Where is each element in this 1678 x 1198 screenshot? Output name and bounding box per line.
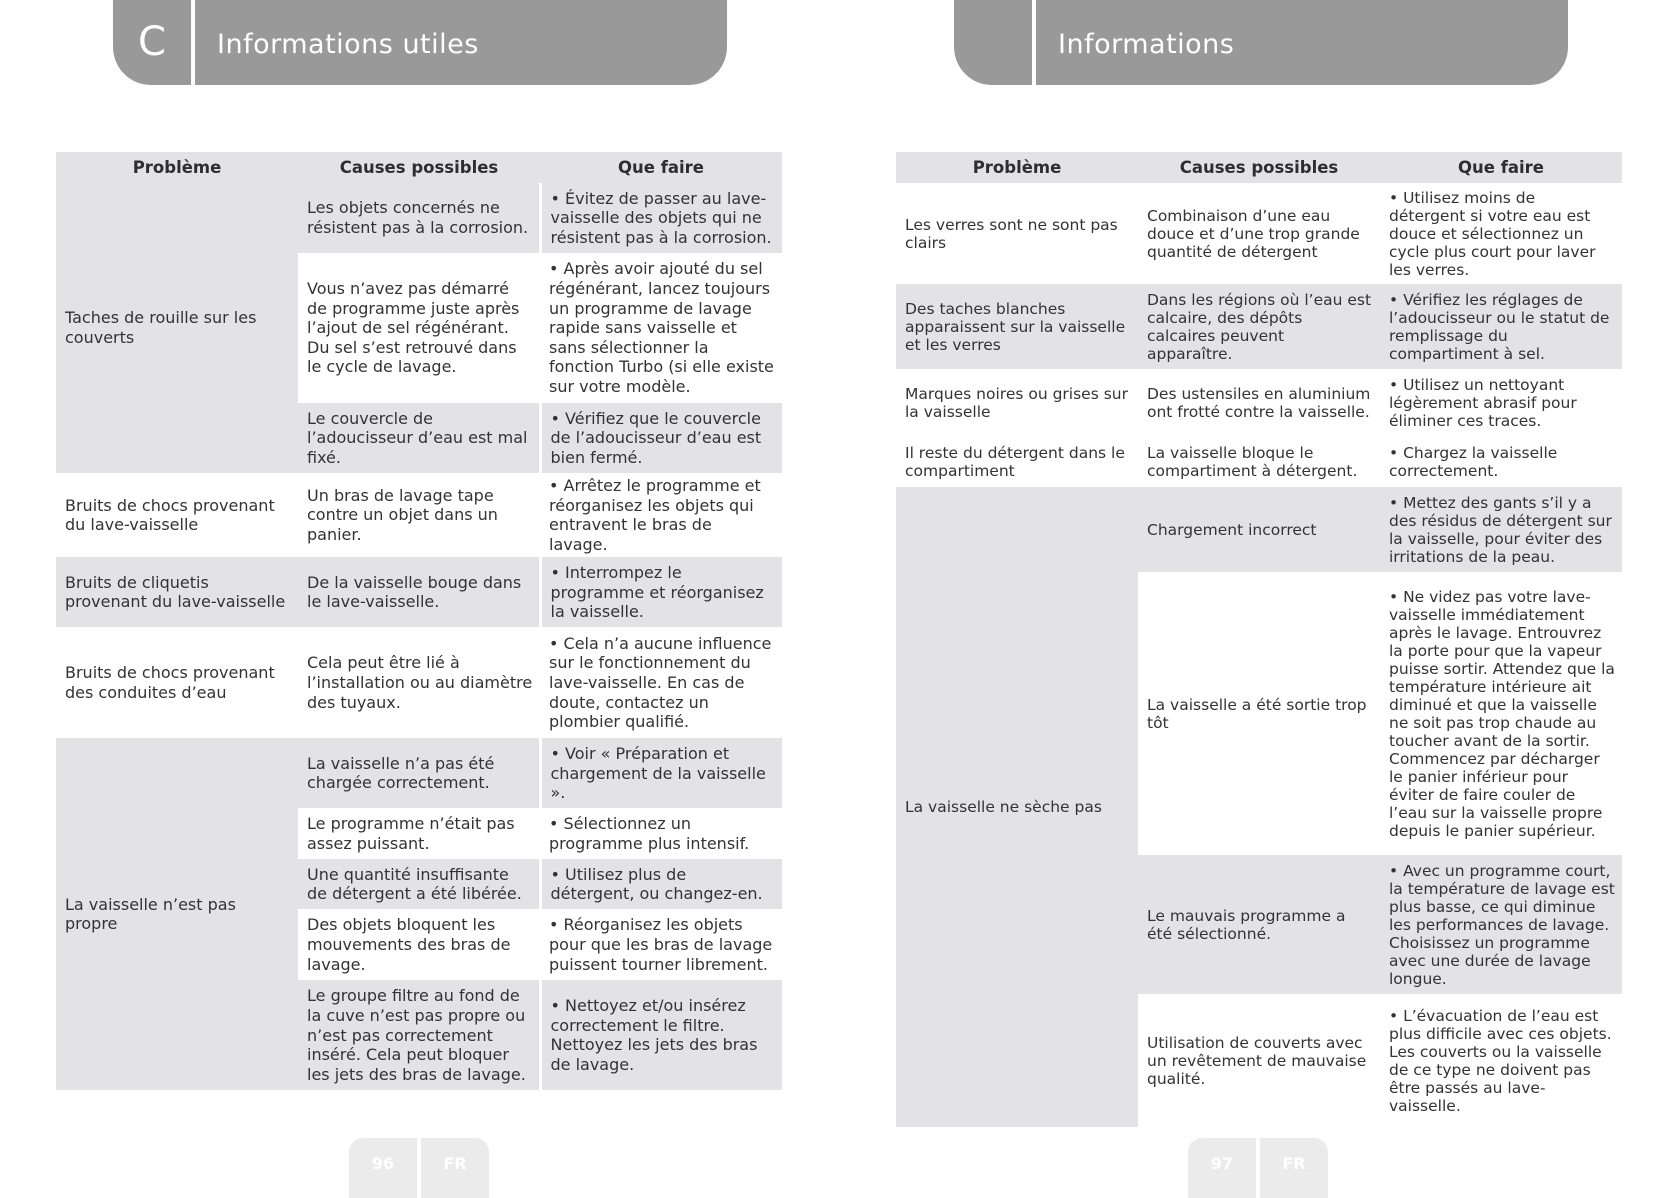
- cause-cell: Chargement incorrect: [1138, 487, 1380, 572]
- cause-cell: Vous n’avez pas démarré de programme juste après l’ajout de sel régénérant. Du sel s’est retrouvé dans le cycle de lavage.: [307, 279, 520, 377]
- cause-cell: Dans les régions où l’eau est calcaire, des dépôts calcaires peuvent apparaître.: [1138, 284, 1380, 369]
- chapter-tab: [954, 0, 1568, 85]
- cause-cell: Le couvercle de l’adoucisseur d’eau est mal fixé.: [298, 403, 540, 473]
- cause-cell: La vaisselle a été sortie trop tôt: [1147, 695, 1367, 732]
- chapter-letter: C: [138, 19, 166, 65]
- cause-cell: Les objets concernés ne résistent pas à la corrosion.: [298, 183, 540, 253]
- action-cell: • Utilisez plus de détergent, ou changez-en.: [540, 859, 782, 909]
- action-cell: • Avec un programme court, la température de lavage est plus basse, ce qui diminue les performances de lavage. Choisissez un programme avec une durée de lavage longue.: [1380, 855, 1622, 994]
- table-row: [56, 183, 782, 253]
- cause-cell: De la vaisselle bouge dans le lave-vaisselle.: [298, 557, 540, 627]
- chapter-title: Informations: [1058, 29, 1235, 60]
- troubleshooting-table: [56, 152, 782, 1090]
- problem-cell: La vaisselle n’est pas propre: [56, 738, 298, 1090]
- problem-cell: Taches de rouille sur les couverts: [56, 183, 298, 473]
- language-code: FR: [1260, 1138, 1328, 1198]
- cause-cell: Un bras de lavage tape contre un objet dans un panier.: [307, 485, 498, 544]
- table-row: [56, 473, 782, 557]
- header-causes: Causes possibles: [298, 152, 540, 183]
- action-cell: • Arrêtez le programme et réorganisez les objets qui entravent le bras de lavage.: [549, 476, 761, 554]
- cause-cell: Utilisation de couverts avec un revêtement de mauvaise qualité.: [1147, 1033, 1367, 1088]
- table-row: [56, 738, 782, 808]
- header-problem: Problème: [896, 152, 1138, 183]
- action-cell: • Vérifiez les réglages de l’adoucisseur ou le statut de remplissage du compartiment à sel.: [1380, 284, 1622, 369]
- table-row: [56, 557, 782, 627]
- action-cell: • L’évacuation de l’eau est plus difficile avec ces objets. Les couverts ou la vaisselle de ce type ne doivent pas être passés au lave-vaisselle.: [1389, 1006, 1612, 1115]
- action-cell: • Réorganisez les objets pour que les bras de lavage puissent tourner librement.: [549, 915, 773, 974]
- page-number: 96: [349, 1138, 417, 1198]
- chapter-title: Informations utiles: [217, 29, 479, 60]
- language-code: FR: [421, 1138, 489, 1198]
- header-actions: Que faire: [1380, 152, 1622, 183]
- action-cell: • Mettez des gants s’il y a des résidus de détergent sur la vaisselle, pour éviter des irritations de la peau.: [1380, 487, 1622, 572]
- cause-cell: Le programme n’était pas assez puissant.: [307, 814, 515, 853]
- problem-cell: Marques noires ou grises sur la vaisselle: [896, 369, 1138, 437]
- header-problem: Problème: [56, 152, 298, 183]
- problem-cell: Bruits de chocs provenant des conduites d’eau: [56, 627, 298, 738]
- problem-cell: Les verres sont ne sont pas clairs: [896, 183, 1138, 284]
- cause-cell: Une quantité insuffisante de détergent a été libérée.: [298, 859, 540, 909]
- action-cell: • Ne videz pas votre lave-vaisselle immédiatement après le lavage. Entrouvrez la porte pour que la vapeur puisse sortir. Attendez que la température intérieure ait diminué et que la vaisselle ne soit pas trop chaude au toucher avant de la sortir. Commencez par décharger le panier inférieur pour éviter de faire couler de l’eau sur la vaisselle propre depuis le panier supérieur.: [1389, 587, 1615, 840]
- right-page: [839, 0, 1678, 1191]
- action-cell: • Sélectionnez un programme plus intensif.: [549, 814, 750, 853]
- action-cell: • Cela n’a aucune influence sur le fonctionnement du lave-vaisselle. En cas de doute, contactez un plombier qualifié.: [549, 633, 772, 732]
- action-cell: • Utilisez un nettoyant légèrement abrasif pour éliminer ces traces.: [1389, 376, 1577, 430]
- action-cell: • Vérifiez que le couvercle de l’adoucisseur d’eau est bien fermé.: [540, 403, 782, 473]
- action-cell: • Nettoyez et/ou insérez correctement le filtre. Nettoyez les jets des bras de lavage.: [540, 980, 782, 1090]
- left-page: [0, 0, 839, 1191]
- header-actions: Que faire: [540, 152, 782, 183]
- table-row: [56, 627, 782, 738]
- action-cell: • Interrompez le programme et réorganisez la vaisselle.: [540, 557, 782, 627]
- cause-cell: La vaisselle n’a pas été chargée correctement.: [298, 738, 540, 808]
- cause-cell: Cela peut être lié à l’installation ou au diamètre des tuyaux.: [307, 653, 533, 712]
- tab-divider: [1032, 0, 1036, 85]
- cause-cell: Des ustensiles en aluminium ont frotté contre la vaisselle.: [1147, 385, 1371, 421]
- cause-cell: Le groupe filtre au fond de la cuve n’est pas propre ou n’est pas correctement inséré. Cela peut bloquer les jets des bras de lavage.: [298, 980, 540, 1090]
- table-row: [896, 487, 1622, 572]
- action-cell: • Utilisez moins de détergent si votre eau est douce et sélectionnez un cycle plus court pour laver les verres.: [1389, 188, 1596, 279]
- table-row: [896, 437, 1622, 487]
- cause-cell: Le mauvais programme a été sélectionné.: [1138, 855, 1380, 994]
- page-number: 97: [1188, 1138, 1256, 1198]
- problem-cell: La vaisselle ne sèche pas: [896, 487, 1138, 1127]
- action-cell: • Après avoir ajouté du sel régénérant, lancez toujours un programme de lavage rapide sans vaisselle et sans sélectionner la fonction Turbo (si elle existe sur votre modèle.: [549, 259, 774, 396]
- chapter-tab: [113, 0, 727, 85]
- cause-cell: Des objets bloquent les mouvements des bras de lavage.: [307, 915, 511, 974]
- header-causes: Causes possibles: [1138, 152, 1380, 183]
- tab-divider: [191, 0, 195, 85]
- action-cell: • Évitez de passer au lave-vaisselle des objets qui ne résistent pas à la corrosion.: [540, 183, 782, 253]
- cause-cell: La vaisselle bloque le compartiment à détergent.: [1147, 444, 1358, 480]
- action-cell: • Voir « Préparation et chargement de la vaisselle ».: [540, 738, 782, 808]
- problem-cell: Bruits de cliquetis provenant du lave-vaisselle: [56, 557, 298, 627]
- page-footer: [1188, 1138, 1328, 1198]
- cause-cell: Combinaison d’une eau douce et d’une trop grande quantité de détergent: [1147, 206, 1360, 261]
- table-row: [896, 183, 1622, 284]
- table-row: [896, 284, 1622, 369]
- table-header-row: [56, 152, 782, 183]
- table-row: [896, 369, 1622, 437]
- problem-cell: Bruits de chocs provenant du lave-vaisselle: [56, 473, 298, 557]
- problem-cell: Des taches blanches apparaissent sur la vaisselle et les verres: [896, 284, 1138, 369]
- action-cell: • Chargez la vaisselle correctement.: [1389, 444, 1558, 480]
- page-footer: [349, 1138, 489, 1198]
- table-header-row: [896, 152, 1622, 183]
- troubleshooting-table: [896, 152, 1622, 1127]
- problem-cell: Il reste du détergent dans le compartiment: [896, 437, 1138, 487]
